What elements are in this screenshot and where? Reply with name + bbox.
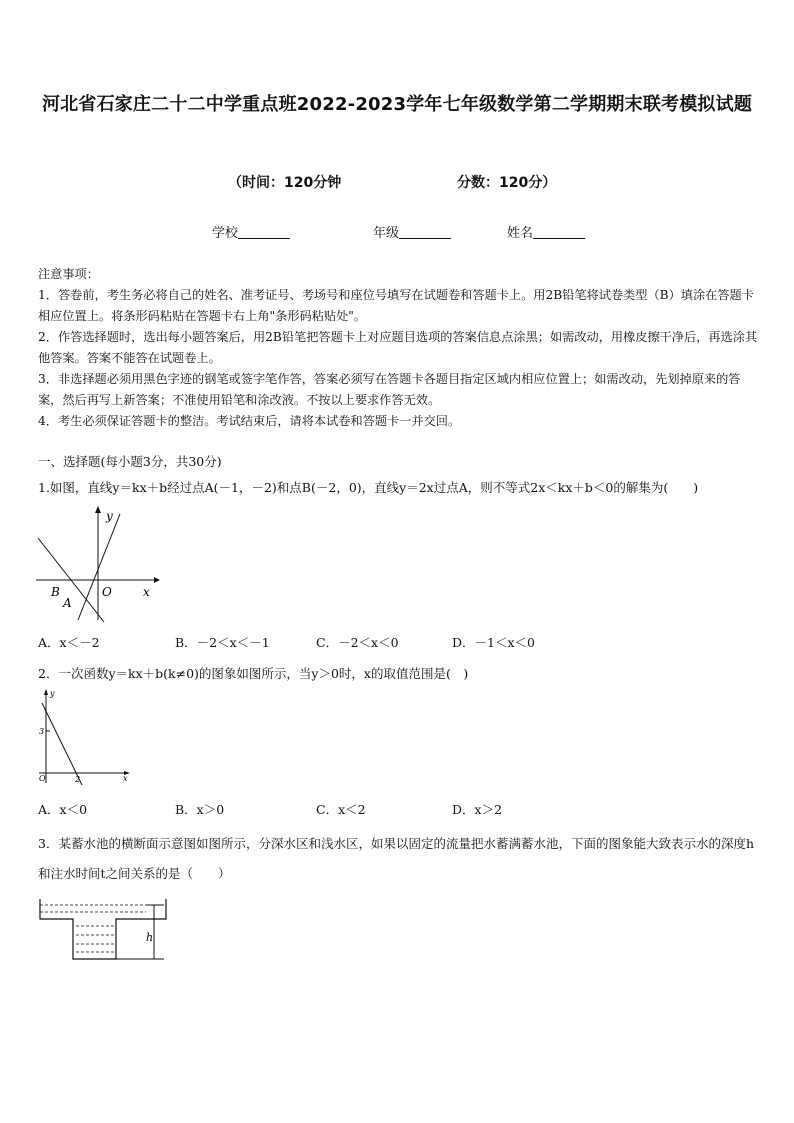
question-1-graph	[30, 504, 160, 624]
option-c[interactable]: C．－2＜x＜0	[316, 635, 399, 650]
notes-heading: 注意事项：	[38, 267, 99, 281]
question-2-graph	[30, 685, 135, 785]
question-2-text: 2．一次函数y＝kx＋b(k≠0)的图象如图所示，当y＞0时，x的取值范围是( )	[38, 666, 469, 681]
origin-label: O	[102, 585, 112, 599]
pool-outline	[40, 899, 166, 959]
depth-label: h	[146, 931, 154, 944]
exam-time: （时间：120分钟	[228, 175, 342, 191]
exam-score: 分数：120分）	[457, 175, 557, 191]
line-2x	[78, 514, 120, 620]
y-label: y	[106, 509, 113, 523]
x-intercept-label: 2	[75, 775, 81, 784]
name-blank	[533, 224, 585, 239]
school-label: 学校	[212, 226, 239, 241]
school-field	[212, 222, 290, 241]
question-1-text: 1.如图，直线y＝kx＋b经过点A(－1，－2)和点B(－2，0)，直线y＝2x过点A，则不等式2x＜kx＋b＜0的解集为( )	[38, 480, 699, 495]
point-a-label: A	[63, 596, 72, 610]
y-axis-arrow	[95, 506, 101, 513]
note-item: 1．答卷前，考生务必将自己的姓名、准考证号、考场号和座位号填写在试题卷和答题卡上。用2B铅笔将试卷类型（B）填涂在答题卡相应位置上。将条形码粘贴在答题卡右上角"条形码粘贴处"。	[38, 288, 754, 323]
option-a[interactable]: A．x＜－2	[38, 635, 100, 650]
option-d[interactable]: D．－1＜x＜0	[452, 635, 535, 650]
name-label: 姓名	[507, 226, 534, 241]
option-a[interactable]: A．x＜0	[38, 802, 88, 817]
question-3-text: 3．某蓄水池的横断面示意图如图所示，分深水区和浅水区，如果以固定的流量把水蓄满蓄水池，下面的图象能大致表示水的深度h和注水时间t之间关系的是（ ）	[38, 836, 755, 881]
option-d[interactable]: D．x＞2	[452, 802, 503, 817]
school-blank	[238, 224, 290, 239]
note-item: 4．考生必须保证答题卡的整洁。考试结束后，请将本试卷和答题卡一并交回。	[38, 414, 461, 428]
option-b[interactable]: B．x＞0	[175, 802, 225, 817]
y-axis-arrow	[44, 689, 48, 695]
notes-block	[38, 264, 760, 432]
y-intercept-label: 3	[39, 727, 45, 736]
x-label: x	[143, 585, 150, 599]
page-title: 河北省石家庄二十二中学重点班2022-2023学年七年级数学第二学期期末联考模拟试题	[41, 94, 753, 115]
name-field	[507, 222, 585, 241]
grade-blank	[399, 224, 451, 239]
section-heading: 一、选择题(每小题3分，共30分)	[38, 454, 222, 469]
option-b[interactable]: B．－2＜x＜－1	[175, 635, 270, 650]
question-3-pool-diagram	[36, 893, 171, 968]
x-label: x	[123, 774, 128, 783]
origin-label: O	[39, 774, 46, 783]
note-item: 3．非选择题必须用黑色字迹的钢笔或签字笔作答，答案必须写在答题卡各题目指定区域内相应位置上；如需改动，先划掉原来的答案，然后再写上新答案；不准使用铅笔和涂改液。不按以上要求作答无效。	[38, 372, 741, 407]
point-b-label: B	[51, 585, 60, 599]
grade-label: 年级	[373, 226, 400, 241]
note-item: 2．作答选择题时，选出每小题答案后，用2B铅笔把答题卡上对应题目选项的答案信息点涂黑；如需改动，用橡皮擦干净后，再选涂其他答案。答案不能答在试题卷上。	[38, 330, 758, 365]
y-label: y	[50, 689, 55, 698]
grade-field	[373, 222, 451, 241]
option-c[interactable]: C．x＜2	[316, 802, 366, 817]
x-axis-arrow	[154, 577, 160, 583]
